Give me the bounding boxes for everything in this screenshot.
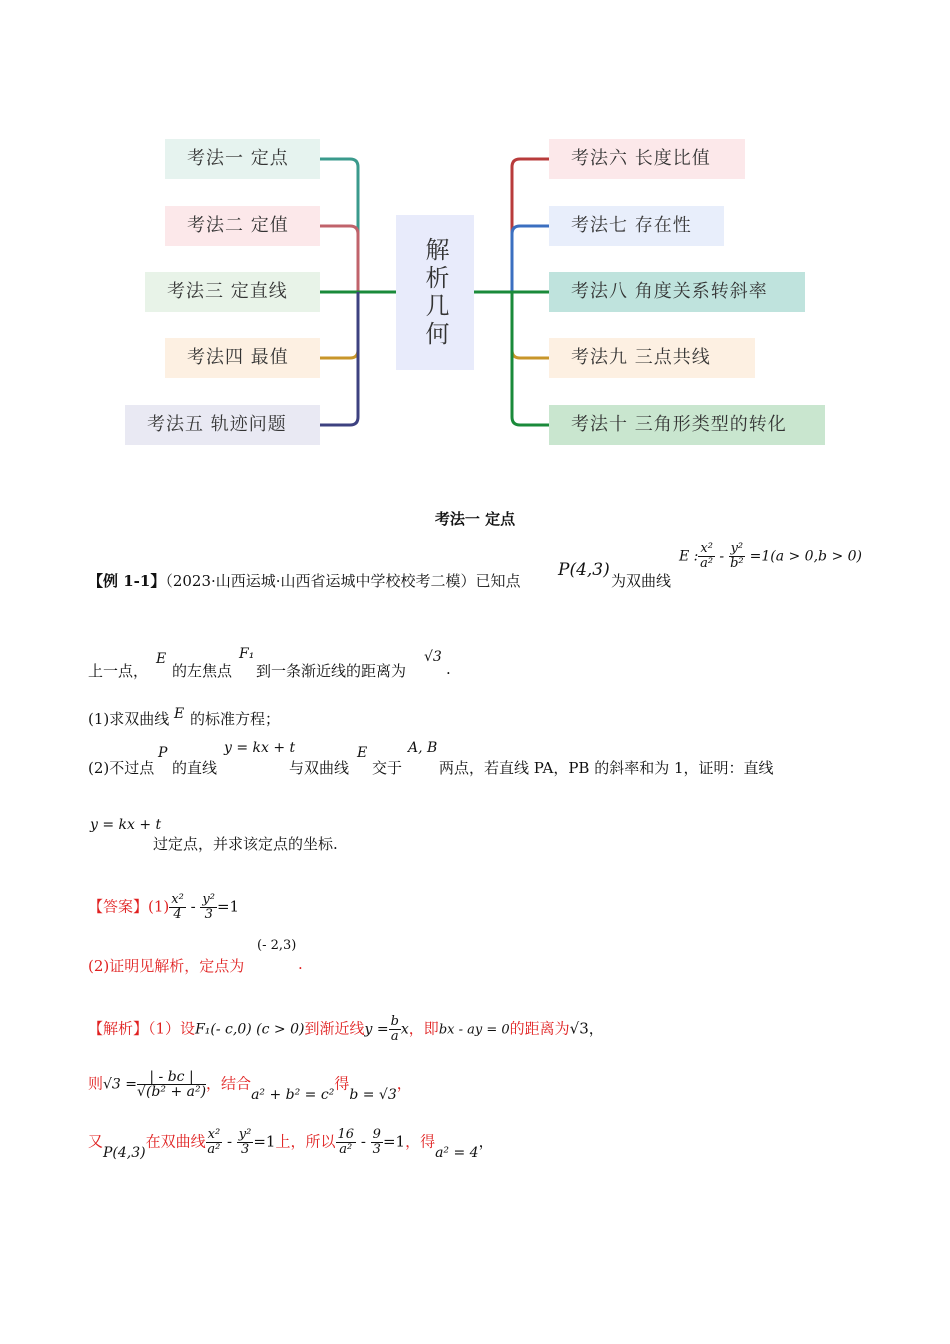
line-eq: y = kx + t (224, 740, 296, 756)
text: 与双曲线 (289, 759, 350, 777)
answer-line-2: (2)证明见解析，定点为 (88, 957, 245, 975)
var-e: E (174, 706, 185, 722)
text: =1 (382, 1132, 406, 1151)
asym-eq: y = (364, 1021, 389, 1038)
eq: √3 = (103, 1076, 138, 1093)
text: (2)不过点 (88, 759, 155, 777)
points-ab: A, B (408, 740, 438, 756)
var-p: P (158, 745, 168, 761)
text: ， (396, 1074, 412, 1093)
answer-line-1: 【答案】(1) $\frac{\text{x²}}{4}$ - $\frac{\text{y²}}{3}$ =1 (88, 892, 240, 922)
f1-eq: F₁(- c,0) (c > 0) (195, 1021, 305, 1038)
text: 过定点，并求该定点的坐标. (153, 835, 338, 853)
mindmap-node-9: 考法九 三点共线 (549, 338, 755, 378)
fixed-point: (- 2,3) (257, 938, 297, 953)
mindmap-node-4: 考法四 最值 (165, 338, 320, 378)
eq-suffix: =1(a > 0,b > 0) (749, 548, 862, 565)
answer-label: 【答案】 (88, 897, 149, 916)
text: ， (478, 1132, 494, 1151)
text: =1 (216, 897, 240, 916)
text: =1 (253, 1132, 276, 1151)
mindmap-node-5: 考法五 轨迹问题 (125, 405, 320, 445)
text: 上，所以 (275, 1132, 336, 1151)
var-e: E (156, 651, 167, 667)
text: (1) (148, 897, 170, 916)
relation: a² + b² = c² (251, 1086, 335, 1103)
text: 则 (88, 1074, 104, 1093)
denominator: √(b² + a²) (137, 1084, 207, 1100)
text: 的距离为 (509, 1019, 570, 1038)
text: √3， (569, 1019, 604, 1038)
sqrt3: √3 (424, 649, 442, 665)
mindmap-center: 解析几何 (396, 215, 474, 370)
text: 的标准方程； (190, 710, 281, 728)
text: 上一点， (88, 662, 149, 680)
text: 到渐近线 (304, 1019, 365, 1038)
mindmap-node-6: 考法六 长度比值 (549, 139, 745, 179)
text: 的左焦点 (172, 662, 233, 680)
point-p: P(4,3) (103, 1144, 146, 1161)
line-eq: y = kx + t (90, 817, 162, 833)
analysis-label: 【解析】 (88, 1019, 149, 1038)
hyperbola-equation: E : $\frac{\text{x²}}{\text{a²}}$ - $\frac{\text{y²}}{\text{b²}}$ =1(a > 0,b > 0) (679, 541, 862, 571)
line-eq: bx - ay = 0 (438, 1022, 510, 1038)
numerator: | - bc | (137, 1070, 206, 1085)
text: 的直线 (172, 759, 218, 777)
var-e: E (357, 745, 368, 761)
text: 为双曲线 (611, 572, 672, 590)
example-line-1 (88, 570, 521, 591)
b-value: b = √3 (349, 1086, 397, 1103)
section-title: 考法一 定点 (434, 510, 516, 528)
text: 到一条渐近线的距离为 (256, 662, 407, 680)
mindmap-node-8: 考法八 角度关系转斜率 (549, 272, 805, 312)
analysis-line-2 (88, 1069, 412, 1103)
mindmap-node-1: 考法一 定点 (165, 139, 320, 179)
var-f1: F₁ (239, 646, 255, 662)
mindmap-node-10: 考法十 三角形类型的转化 (549, 405, 825, 445)
mindmap-node-7: 考法七 存在性 (549, 206, 724, 246)
text: . (446, 660, 451, 678)
text: (1)求双曲线 (88, 710, 170, 728)
text: 两点，若直线 PA，PB 的斜率和为 1，证明：直线 (439, 759, 774, 777)
text: ，得 (405, 1132, 436, 1151)
a-value: a² = 4 (435, 1144, 479, 1161)
text: 得 (334, 1074, 350, 1093)
eq-prefix: E : (679, 548, 699, 565)
text: 又 (88, 1132, 104, 1151)
mindmap-node-3: 考法三 定直线 (145, 272, 320, 312)
source-text: （2023·山西运城·山西省运城中学校校考二模）已知点 (165, 572, 521, 590)
text: ，即 (408, 1019, 439, 1038)
text: 交于 (372, 759, 403, 777)
text: 在双曲线 (145, 1132, 206, 1151)
text: （1）设 (148, 1019, 196, 1038)
text: ，结合 (206, 1074, 252, 1093)
point-p: P(4,3) (558, 560, 610, 580)
mindmap-node-2: 考法二 定值 (165, 206, 320, 246)
example-label: 【例 1-1】 (88, 572, 166, 590)
analysis-line-3: 又P(4,3)在双曲线 $\frac{\text{x²}}{\text{a²}}$ - $\frac{\text{y²}}{3}$ =1上，所以 $\frac{16}{\text{a²}}$ - $\frac{9}{3}$ =1，得a² = 4， (88, 1127, 494, 1161)
text: . (298, 955, 303, 973)
analysis-line-1: 【解析】（1）设F₁(- c,0) (c > 0)到渐近线y = $\frac{b}{a}$ x，即bx - ay = 0的距离为√3， (88, 1014, 604, 1044)
